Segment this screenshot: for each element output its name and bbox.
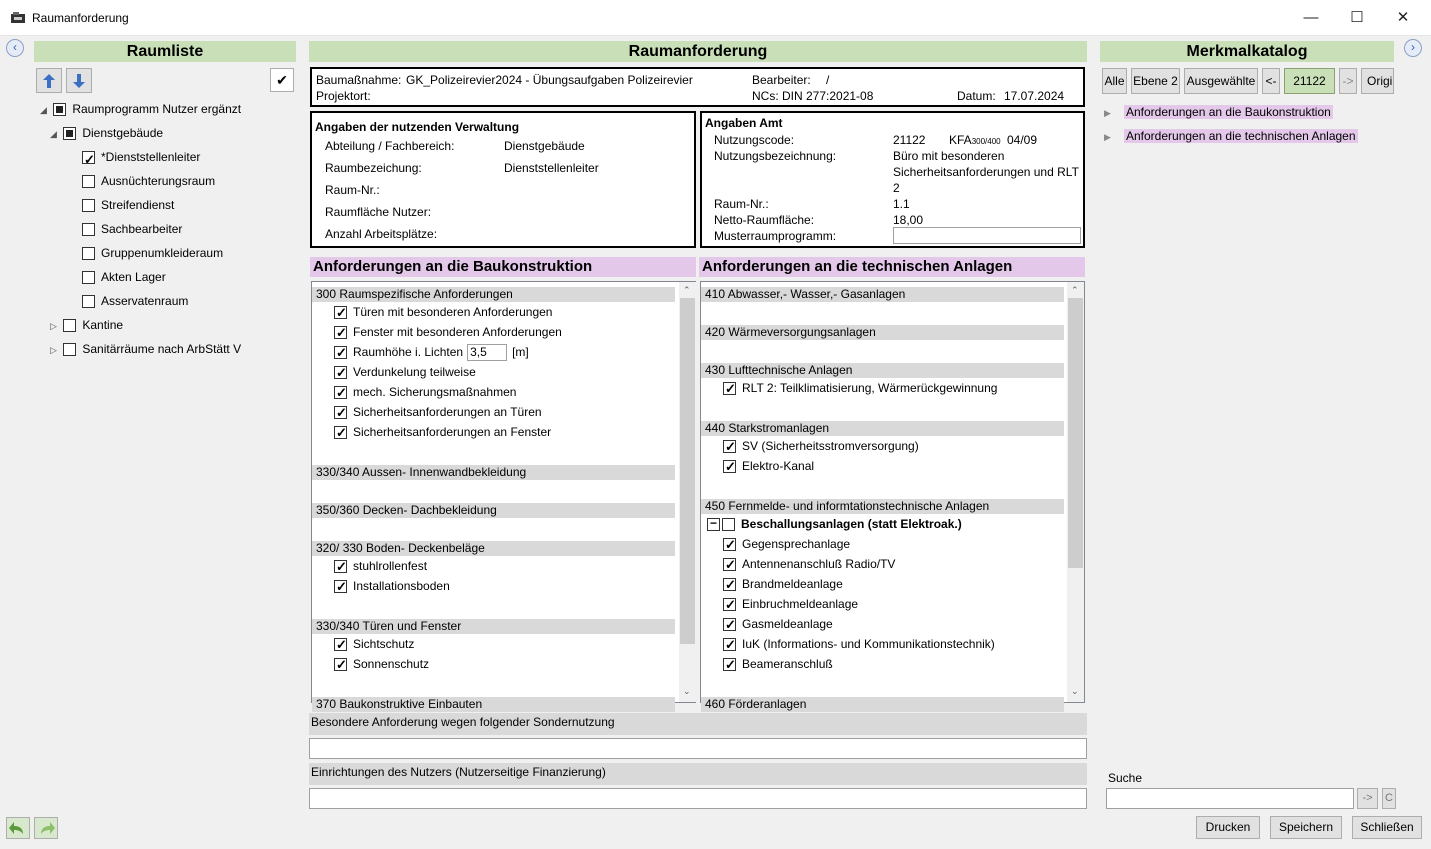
group-header: 440 Starkstromanlagen [701, 421, 1064, 436]
requirement-label: Antennenanschluß Radio/TV [742, 557, 896, 571]
requirement-label: stuhlrollenfest [353, 559, 428, 573]
nutzungsbez-line3: 2 [893, 181, 900, 195]
bau-section-header: Anforderungen an die Baukonstruktion [310, 257, 696, 277]
expanded-icon[interactable]: ◢ [50, 129, 57, 139]
requirement-checkbox[interactable] [723, 440, 736, 453]
einrichtungen-label: Einrichtungen des Nutzers (Nutzerseitige Finanzierung) [309, 763, 1087, 785]
kfa-label: KFA300/400 [949, 133, 1001, 147]
group-header: 420 Wärmeversorgungsanlagen [701, 325, 1064, 340]
requirement-item[interactable] [312, 382, 675, 402]
ausgewaehlte-button[interactable]: Ausgewählte [1184, 68, 1258, 94]
tree-item[interactable] [36, 97, 298, 121]
requirement-checkbox[interactable] [723, 558, 736, 571]
requirement-checkbox[interactable] [334, 406, 347, 419]
verwaltung-row-label: Raumbezeichung: [325, 161, 422, 175]
requirement-checkbox[interactable] [334, 658, 347, 671]
schliessen-button[interactable]: Schließen [1352, 816, 1422, 839]
bau-list [311, 281, 696, 711]
tree-item[interactable] [36, 193, 298, 217]
einrichtungen-input[interactable] [309, 788, 1087, 809]
verwaltung-box [310, 111, 696, 248]
maximize-button[interactable]: ☐ [1350, 9, 1364, 26]
requirement-item[interactable] [701, 634, 1064, 654]
requirement-label: RLT 2: Teilklimatisierung, Wärmerückgewinnung [742, 381, 998, 395]
tree-item-label: Asservatenraum [101, 294, 189, 308]
amt-box [700, 111, 1085, 248]
requirement-checkbox[interactable] [334, 560, 347, 573]
requirement-item[interactable] [312, 302, 675, 322]
move-up-button[interactable] [36, 68, 62, 93]
suche-go-button[interactable]: -> [1357, 788, 1378, 809]
baumassnahme-label: Baumaßnahme: [316, 73, 402, 87]
bau-scrollbar[interactable] [679, 282, 696, 702]
tree-item[interactable] [36, 145, 298, 169]
scroll-down-icon[interactable]: ⌄ [1071, 686, 1079, 696]
requirement-item[interactable] [701, 554, 1064, 574]
requirement-checkbox[interactable] [334, 366, 347, 379]
netto-value: 18,00 [893, 213, 924, 227]
amt-title: Angaben Amt [705, 116, 783, 130]
raumliste-header: Raumliste [34, 41, 296, 62]
tree-item[interactable] [36, 313, 298, 337]
group-header: 370 Baukonstruktive Einbauten [312, 697, 675, 712]
baumassnahme-value: GK_Polizeirevier2024 - Übungsaufgaben Polizeirevier [406, 73, 693, 87]
requirement-checkbox[interactable] [723, 382, 736, 395]
requirement-checkbox[interactable] [723, 658, 736, 671]
arrow-down-icon [72, 73, 86, 89]
requirement-checkbox[interactable] [334, 346, 347, 359]
group-header: 460 Förderanlagen [701, 697, 1064, 712]
requirement-item[interactable] [312, 576, 675, 596]
subgroup-row[interactable] [701, 514, 1064, 534]
tree-item-label: Sanitärräume nach ArbStätt V [82, 342, 242, 356]
ncs-label: NCs: DIN 277:2021-08 [752, 89, 874, 103]
requirement-checkbox[interactable] [723, 618, 736, 631]
verwaltung-row-label: Anzahl Arbeitsplätze: [325, 227, 438, 241]
requirement-item[interactable] [701, 654, 1064, 674]
redo-button[interactable] [34, 817, 58, 839]
requirement-item[interactable] [312, 362, 675, 382]
nutzungscode-label: Nutzungscode: [714, 133, 795, 147]
tree-item[interactable] [36, 217, 298, 241]
tech-list [700, 281, 1085, 711]
project-info-box [310, 67, 1085, 107]
requirement-label: IuK (Informations- und Kommunikationstechnik) [742, 637, 995, 651]
verwaltung-row-label: Raumfläche Nutzer: [325, 205, 432, 219]
suche-clear-button[interactable]: C [1382, 788, 1396, 809]
requirement-checkbox[interactable] [334, 580, 347, 593]
bau-scroll-thumb[interactable] [680, 298, 695, 644]
undo-button[interactable] [6, 817, 30, 839]
next-button[interactable]: -> [1339, 68, 1357, 94]
collapsed-icon[interactable]: ▷ [50, 345, 57, 355]
tree-item-label: Streifendienst [101, 198, 175, 212]
datum-value: 17.07.2024 [1004, 89, 1065, 103]
requirement-item[interactable] [701, 436, 1064, 456]
ebene-button[interactable]: Ebene 2 [1131, 68, 1180, 94]
window-title: Raumanforderung [32, 11, 129, 25]
arrow-up-icon [42, 73, 56, 89]
group-header: 300 Raumspezifische Anforderungen [312, 287, 675, 302]
tree-item[interactable] [36, 337, 298, 361]
raumhoehe-input[interactable]: 3,5 [467, 344, 507, 361]
verwaltung-row-label: Raum-Nr.: [325, 183, 380, 197]
requirement-item[interactable] [312, 654, 675, 674]
prev-button[interactable]: <- [1262, 68, 1280, 94]
merkmal-item-label: Anforderungen an die technischen Anlagen [1126, 129, 1356, 143]
requirement-item[interactable] [701, 594, 1064, 614]
requirement-item[interactable] [701, 456, 1064, 476]
requirement-item[interactable] [312, 402, 675, 422]
alle-button[interactable]: Alle [1102, 68, 1127, 94]
tree-item-label: *Dienststellenleiter [101, 150, 201, 164]
tree-item[interactable] [36, 241, 298, 265]
minimize-button[interactable]: — [1303, 9, 1319, 26]
requirement-label: Türen mit besonderen Anforderungen [353, 305, 553, 319]
collapse-icon[interactable]: − [707, 518, 720, 531]
subgroup-checkbox[interactable] [722, 518, 735, 531]
requirement-label: Einbruchmeldeanlage [742, 597, 859, 611]
group-header: 410 Abwasser,- Wasser,- Gasanlagen [701, 287, 1064, 302]
requirement-checkbox[interactable] [334, 306, 347, 319]
requirement-label: Gasmeldeanlage [742, 617, 833, 631]
tree-item-label: Raumprogramm Nutzer ergänzt [72, 102, 242, 116]
merkmal-item-label: Anforderungen an die Baukonstruktion [1126, 105, 1331, 119]
tree-item[interactable] [36, 121, 298, 145]
group-header: 330/340 Aussen- Innenwandbekleidung [312, 465, 675, 480]
tree-checkbox[interactable] [82, 271, 95, 284]
tree-item[interactable] [36, 289, 298, 313]
tree-checkbox[interactable] [63, 343, 76, 356]
collapse-right-icon[interactable]: › [1404, 39, 1422, 57]
drucken-button[interactable]: Drucken [1196, 816, 1260, 839]
requirement-label: Raumhöhe i. Lichten [353, 345, 464, 359]
merkmalkatalog-header: Merkmalkatalog [1100, 41, 1394, 62]
collapsed-icon[interactable]: ▶ [1104, 132, 1111, 142]
tree-item[interactable] [36, 169, 298, 193]
projektort-label: Projektort: [316, 89, 371, 103]
netto-label: Netto-Raumfläche: [714, 213, 815, 227]
unit-label: [m] [512, 345, 529, 359]
requirement-label: Fenster mit besonderen Anforderungen [353, 325, 562, 339]
requirement-item[interactable] [312, 322, 675, 342]
group-header: 350/360 Decken- Dachbekleidung [312, 503, 675, 518]
room-tree [36, 97, 298, 361]
group-header: 320/ 330 Boden- Deckenbeläge [312, 541, 675, 556]
collapse-left-icon[interactable]: ‹ [6, 39, 24, 57]
subgroup-label: Beschallungsanlagen (statt Elektroak.) [741, 517, 962, 531]
requirement-label: Sonnenschutz [353, 657, 430, 671]
kfa-value: 04/09 [1007, 133, 1038, 147]
collapsed-icon[interactable]: ▷ [50, 321, 57, 331]
verwaltung-row-label: Abteilung / Fachbereich: [325, 139, 455, 153]
nutzungsbez-line2: Sicherheitsanforderungen und RLT [893, 165, 1079, 179]
title-bar [0, 0, 1431, 36]
requirement-label: mech. Sicherungsmaßnahmen [353, 385, 517, 399]
musterraumprogramm-input[interactable] [893, 227, 1081, 244]
requirement-item[interactable] [701, 614, 1064, 634]
redo-icon [37, 820, 55, 836]
requirement-checkbox[interactable] [334, 386, 347, 399]
datum-label: Datum: [957, 89, 996, 103]
tech-scroll-thumb[interactable] [1068, 298, 1083, 568]
code-field[interactable]: 21122 [1284, 68, 1335, 94]
move-down-button[interactable] [66, 68, 92, 93]
collapsed-icon[interactable]: ▶ [1104, 108, 1111, 118]
group-header: 430 Lufttechnische Anlagen [701, 363, 1064, 378]
requirement-item[interactable] [701, 534, 1064, 554]
tree-item-label: Kantine [82, 318, 124, 332]
requirement-label: Sichtschutz [353, 637, 415, 651]
tree-checkbox[interactable] [82, 199, 95, 212]
confirm-check-button[interactable]: ✔ [270, 68, 294, 92]
raumanforderung-header: Raumanforderung [309, 41, 1087, 62]
verwaltung-row-value: Dienstgebäude [504, 139, 585, 153]
requirement-checkbox[interactable] [723, 578, 736, 591]
close-button[interactable]: ✕ [1396, 9, 1410, 26]
requirement-checkbox[interactable] [723, 638, 736, 651]
raumnr-value: 1.1 [893, 197, 910, 211]
muster-label: Musterraumprogramm: [714, 229, 837, 243]
suche-label: Suche [1108, 771, 1143, 785]
undo-icon [9, 820, 27, 836]
requirement-label: SV (Sicherheitsstromversorgung) [742, 439, 919, 453]
scroll-up-icon[interactable]: ⌃ [1071, 285, 1079, 295]
tech-scrollbar[interactable] [1067, 282, 1084, 702]
requirement-item[interactable] [701, 378, 1064, 398]
raumnr-label: Raum-Nr.: [714, 197, 769, 211]
verwaltung-row-value: Dienststellenleiter [504, 161, 599, 175]
bearbeiter-value: / [826, 73, 830, 87]
requirement-checkbox[interactable] [723, 598, 736, 611]
requirement-checkbox[interactable] [334, 326, 347, 339]
requirement-label: Sicherheitsanforderungen an Fenster [353, 425, 552, 439]
nutzungscode-value: 21122 [893, 133, 926, 147]
requirement-item[interactable] [312, 556, 675, 576]
tree-item-label: Gruppenumkleideraum [101, 246, 224, 260]
speichern-button[interactable]: Speichern [1270, 816, 1342, 839]
merkmal-item[interactable] [1104, 127, 1358, 151]
requirement-checkbox[interactable] [334, 426, 347, 439]
requirement-item[interactable] [701, 574, 1064, 594]
requirement-label: Verdunkelung teilweise [353, 365, 476, 379]
sondernutzung-input[interactable] [309, 738, 1087, 759]
app-icon [10, 11, 26, 25]
scroll-up-icon[interactable]: ⌃ [683, 285, 691, 295]
requirement-label: Sicherheitsanforderungen an Türen [353, 405, 542, 419]
tree-item-label: Akten Lager [101, 270, 166, 284]
tree-checkbox[interactable] [53, 103, 66, 116]
nutzungsbez-label: Nutzungsbezeichnung: [714, 149, 837, 163]
group-header: 330/340 Türen und Fenster [312, 619, 675, 634]
requirement-checkbox[interactable] [723, 538, 736, 551]
tree-checkbox[interactable] [82, 247, 95, 260]
requirement-label: Gegensprechanlage [742, 537, 851, 551]
requirement-item[interactable] [312, 634, 675, 654]
nutzungsbez-line1: Büro mit besonderen [893, 149, 1005, 163]
group-header: 450 Fernmelde- und informtationstechnische Anlagen [701, 499, 1064, 514]
original-button[interactable]: Origi [1361, 68, 1394, 94]
verwaltung-title: Angaben der nutzenden Verwaltung [315, 120, 520, 134]
requirement-checkbox[interactable] [723, 460, 736, 473]
tech-section-header: Anforderungen an die technischen Anlagen [699, 257, 1085, 277]
tree-item-label: Sachbearbeiter [101, 222, 183, 236]
tree-checkbox[interactable] [63, 127, 76, 140]
requirement-label: Beameranschluß [742, 657, 833, 671]
requirement-item[interactable] [312, 342, 675, 362]
requirement-item[interactable] [312, 422, 675, 442]
bearbeiter-label: Bearbeiter: [752, 73, 811, 87]
suche-input[interactable] [1106, 788, 1354, 809]
tree-checkbox[interactable] [82, 151, 95, 164]
expanded-icon[interactable]: ◢ [40, 105, 47, 115]
scroll-down-icon[interactable]: ⌄ [683, 686, 691, 696]
requirement-label: Installationsboden [353, 579, 450, 593]
tree-item-label: Ausnüchterungsraum [101, 174, 216, 188]
tree-checkbox[interactable] [82, 223, 95, 236]
merkmal-item[interactable] [1104, 103, 1358, 127]
requirement-label: Brandmeldeanlage [742, 577, 843, 591]
tree-checkbox[interactable] [82, 175, 95, 188]
sondernutzung-label: Besondere Anforderung wegen folgender Sondernutzung [309, 713, 1087, 735]
tree-checkbox[interactable] [82, 295, 95, 308]
tree-checkbox[interactable] [63, 319, 76, 332]
tree-item-label: Dienstgebäude [82, 126, 164, 140]
requirement-label: Elektro-Kanal [742, 459, 815, 473]
tree-item[interactable] [36, 265, 298, 289]
requirement-checkbox[interactable] [334, 638, 347, 651]
